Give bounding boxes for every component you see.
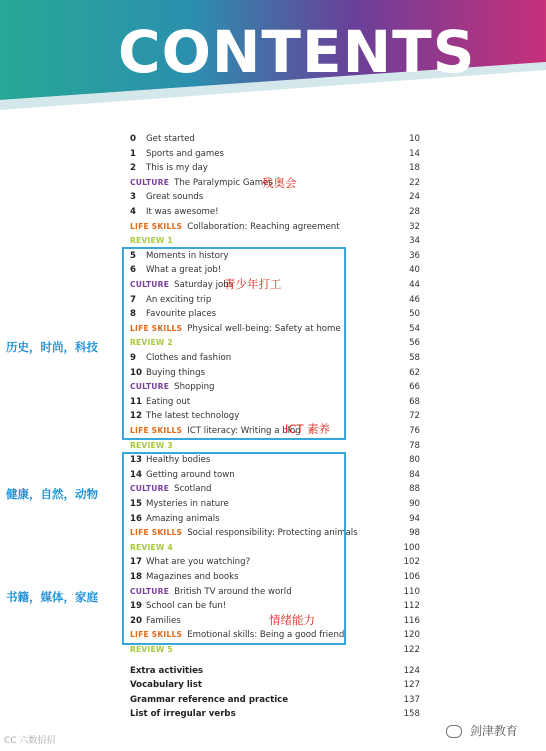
toc-page-number: 44 [409,280,420,290]
toc-page-number: 66 [409,382,420,393]
toc-section-tag: LIFE SKILLS [130,630,183,640]
toc-page-number: 122 [403,645,420,655]
toc-page-number: 24 [409,192,420,203]
toc-title: Amazing animals [146,513,220,524]
toc-page-number: 40 [409,265,420,276]
toc-section-tag: LIFE SKILLS [130,528,183,538]
group-label-health: 健康，自然，动物 [6,487,98,501]
toc-section-tag: REVIEW 1 [130,236,173,246]
toc-title: Vocabulary list [130,680,202,691]
toc-title: Eating out [146,396,191,407]
toc-title: Saturday jobs [174,280,234,290]
toc-unit-number: 19 [130,601,142,612]
toc-section-tag: CULTURE [130,484,170,494]
watermark-right-text: 剑津教育 [469,724,518,738]
toc-title: Clothes and fashion [146,353,232,363]
toc-page-number: 32 [409,221,420,232]
toc-page-number: 102 [403,557,420,568]
toc-title: Physical well-being: Safety at home [187,323,341,334]
toc-page-number: 158 [403,709,420,720]
toc-unit-number: 9 [130,353,136,363]
toc-unit-number: 17 [130,557,142,568]
toc-title: What are you watching? [146,557,251,568]
toc-page-number: 34 [409,236,420,247]
wechat-icon [446,725,462,738]
toc-title: Great sounds [146,192,204,203]
toc-unit-number: 1 [130,148,136,159]
toc-unit-number: 7 [130,294,136,305]
toc-section-tag: CULTURE [130,586,170,596]
watermark-left: CC 六数招招 [4,736,56,746]
toc-title: It was awesome! [146,207,219,217]
toc-section-tag: LIFE SKILLS [130,323,183,333]
toc-unit-number: 0 [130,134,136,144]
toc-section-tag: CULTURE [130,280,170,289]
toc-unit-number: 2 [130,163,136,174]
toc-section-tag: REVIEW 4 [130,542,173,552]
toc-page-number: 80 [409,455,420,466]
toc-title: The latest technology [146,411,240,422]
toc-page-number: 127 [403,680,420,691]
group-label-books: 书籍，媒体，家庭 [6,590,98,604]
teen-jobs-note: 青少年打工 [224,277,282,291]
toc-page-number: 10 [409,134,420,144]
toc-unit-number: 4 [130,207,136,217]
toc-title: Families [146,615,181,626]
toc-section-tag: CULTURE [130,382,170,392]
toc-page-number: 22 [409,177,420,188]
toc-section-tag: REVIEW 3 [130,440,173,450]
toc-title: School can be fun! [146,601,227,612]
ict-note: ICT 素养 [285,422,331,436]
toc-section-tag: REVIEW 2 [130,338,173,348]
toc-page-number: 68 [409,396,420,407]
toc-title: Getting around town [146,469,235,480]
toc-page-number: 137 [403,694,420,705]
toc-unit-number: 16 [130,513,142,524]
toc-title: Favourite places [146,309,217,320]
toc-title: Social responsibility: Protecting animals [187,528,358,539]
toc-title: Scotland [174,484,212,495]
toc-unit-number: 11 [130,396,142,407]
toc-unit-number: 18 [130,572,142,582]
toc-title: Mysteries in nature [146,499,229,509]
toc-section-tag: CULTURE [130,177,170,187]
banner-graphic [0,0,546,118]
toc-title: What a great job! [146,265,222,276]
toc-page-number: 76 [409,426,420,436]
watermark-right [446,722,518,739]
toc-unit-number: 20 [130,615,142,626]
toc-page-number: 56 [409,338,420,349]
page-title: CONTENTS [118,18,476,86]
toc-page-number: 46 [409,294,420,305]
toc-page-number: 124 [403,665,420,676]
toc-unit-number: 10 [130,367,142,378]
toc-title: An exciting trip [146,294,212,305]
emotional-note: 情绪能力 [269,613,315,627]
toc-title: ICT literacy: Writing a blog [187,426,301,436]
contents-banner [0,0,546,118]
toc-unit-number: 14 [130,469,142,480]
toc-page-number: 110 [403,586,420,597]
toc-unit-number: 5 [130,250,136,261]
toc-unit-number: 12 [130,411,142,422]
toc-page-number: 14 [409,148,420,159]
toc-title: This is my day [146,163,208,174]
toc-page-number: 50 [409,309,420,320]
toc-unit-number: 3 [130,192,136,203]
toc-title: Extra activities [130,665,204,676]
toc-section-tag: REVIEW 5 [130,645,173,654]
toc-title: Magazines and books [146,572,239,582]
toc-title: List of irregular verbs [130,709,236,720]
toc-title: Sports and games [146,148,225,159]
toc-title: Collaboration: Reaching agreement [187,221,340,232]
toc-page-number: 72 [409,411,420,422]
toc-page-number: 106 [403,572,420,582]
toc-title: Healthy bodies [146,455,211,466]
toc-page-number: 116 [403,615,420,626]
toc-section-tag: LIFE SKILLS [130,221,183,231]
toc-unit-number: 8 [130,309,136,320]
toc-page-number: 84 [409,469,420,480]
toc-page-number: 54 [409,323,420,334]
paralympic-note: 残奥会 [262,176,297,190]
toc-unit-number: 15 [130,499,142,509]
toc-page-number: 88 [409,484,420,495]
toc-unit-number: 6 [130,265,136,276]
toc-title: British TV around the world [174,586,292,597]
toc-title: Grammar reference and practice [130,694,289,705]
toc-page-number: 120 [403,630,420,641]
toc-title: Buying things [146,367,206,378]
toc-unit-number: 13 [130,455,142,466]
toc-page-number: 78 [409,440,420,451]
toc-page-number: 36 [409,250,420,261]
toc-title: Get started [146,134,195,144]
toc-page-number: 94 [409,513,420,524]
toc-title: Emotional skills: Being a good friend [187,630,345,641]
toc-section-tag: LIFE SKILLS [130,426,183,435]
toc-page-number: 100 [403,542,420,553]
toc-page-number: 98 [409,528,420,539]
toc-page-number: 90 [409,499,420,509]
toc-page-number: 58 [409,353,420,363]
toc-page-number: 112 [403,601,420,612]
toc-title: Moments in history [146,250,229,261]
toc-title: The Paralympic Games [174,177,273,188]
toc-page-number: 18 [409,163,420,174]
toc-page-number: 28 [409,207,420,217]
toc-page-number: 62 [409,367,420,378]
group-label-history: 历史，时尚，科技 [6,340,98,354]
toc-title: Shopping [174,382,215,393]
